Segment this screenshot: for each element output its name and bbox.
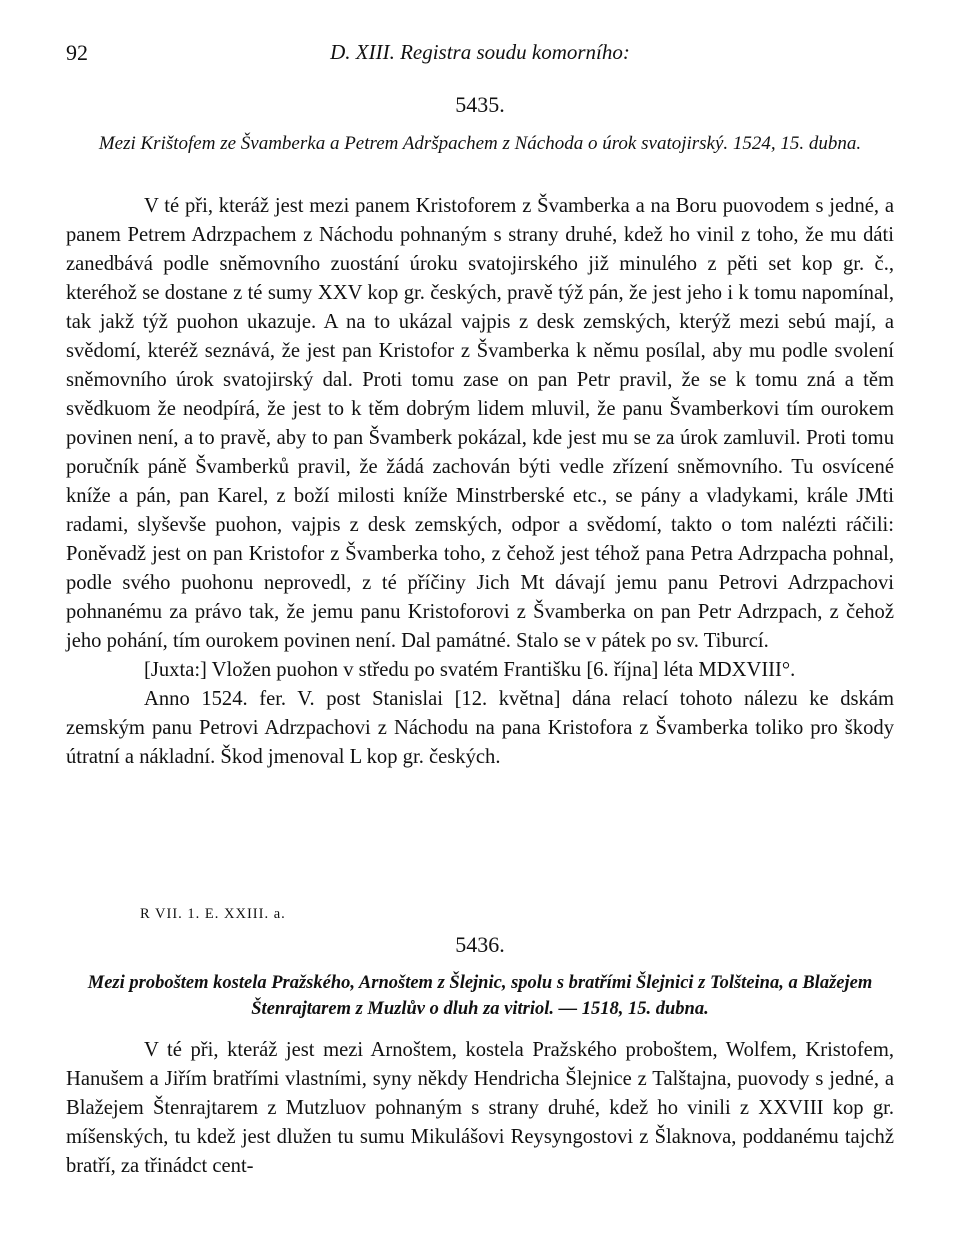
running-title: D. XIII. Registra soudu komorního: — [330, 40, 630, 64]
entry-heading: Mezi Krištofem ze Švamberka a Petrem Adršpachem z Náchoda o úrok svatojirský. 1524, 15. dubna. — [98, 133, 862, 154]
paragraph: [Juxta:] Vložen puohon v středu po svatém Františku [6. října] léta MDXVIII°. — [144, 659, 796, 681]
entry-body — [66, 1036, 894, 1181]
paragraph: V té při, kteráž jest mezi panem Kristoforem z Švamberka a na Boru puovodem s jedné, a panem Petrem Adrzpachem z Náchodu pohnaným s strany druhé, kdež ho vinil z toho, že mu dáti zanedbává podle sněmovního zuostání úroku svatojirského již minulého z pěti set kop gr. č., kteréhož se dostane z té sumy XXV kop gr. českých, pravě týž pán, že jest jeho i k tomu napomínal, tak jakž týž puohon ukazuje. A na to ukázal vajpis z desk zemských, kterýž mezi sebú mají, a svědomí, kteréž seznává, že jest pan Kristofor z Švamberka k němu posílal, aby mu podle svolení sněmovního úrok svatojirský dal. Proti tomu zase on pan Petr pravil, že se k tomu zná a těm svědkuom že neodpírá, že jest to k těm dobrým lidem mluvil, že panu Švamberkovi tím ourokem povinen není, a to pravě, aby to pan Švamberk pokázal, kde jest mu se za úrok zamluvil. Proti tomu poručník páně Švamberků pravil, že žádá zachován býti vedle zřízení sněmovního. Tu osvícené kníže a pán, pan Karel, z boží milosti kníže Minstrberské etc., se pány a vladykami, krále JMti radami, slyševše puohon, vajpis z desk zemských, odpor a svědomí, takto o tom nalézti ráčili: Poněvadž jest on pan Kristofor z Švamberka toho, z čehož jest téhož pana Petra Adrzpacha pohnal, podle svého puohonu neprovedl, z té příčiny Jich Mt dávají jemu panu Petrovi Adrzpachovi pohnanému za právo tak, že jemu panu Kristoforovi z Švamberka on pan Petr Adrzpach, z čehož jeho pohání, tím ourokem povinen není. Dal památné. Stalo se v pátek po sv. Tiburcí. — [66, 195, 894, 652]
page-number: 92 — [66, 40, 88, 65]
entry-number: 5436. — [455, 932, 505, 957]
paragraph: V té při, kteráž jest mezi Arnoštem, kostela Pražského proboštem, Wolfem, Kristofem, Hanušem a Jiřím bratřími vlastními, syny někdy Hendricha Šlejnice z Talštajna, puovody s jedné, a Blažejem Štenrajtarem z Mutzluov pohnaným s strany druhé, kdež ho vinili z XXVIII kop gr. míšenských, tu kdež jest dlužen tu sumu Mikulášovi Reysyngostovi z Šlaknova, poddanému tajchž bratří, za třinádct cent- — [66, 1039, 894, 1177]
entry-heading: Mezi proboštem kostela Pražského, Arnoštem z Šlejnic, spolu s bratřími Šlejnici z Tolšteina, a Blažejem Štenrajtarem z Muzlův o dluh za vitriol. — 1518, 15. dubna. — [87, 973, 873, 1019]
entry-number: 5435. — [455, 92, 505, 117]
source-reference: R VII. 1. E. XXIII. a. — [140, 906, 286, 922]
running-header — [66, 40, 894, 70]
paragraph: Anno 1524. fer. V. post Stanislai [12. května] dána relací tohoto nálezu ke dskám zemským panu Petrovi Adrzpachovi z Náchodu na pana Kristofora z Švamberka toliko pro škody útratní a nákladní. Škod jmenoval L kop gr. českých. — [66, 688, 894, 768]
entry-body — [66, 192, 894, 772]
